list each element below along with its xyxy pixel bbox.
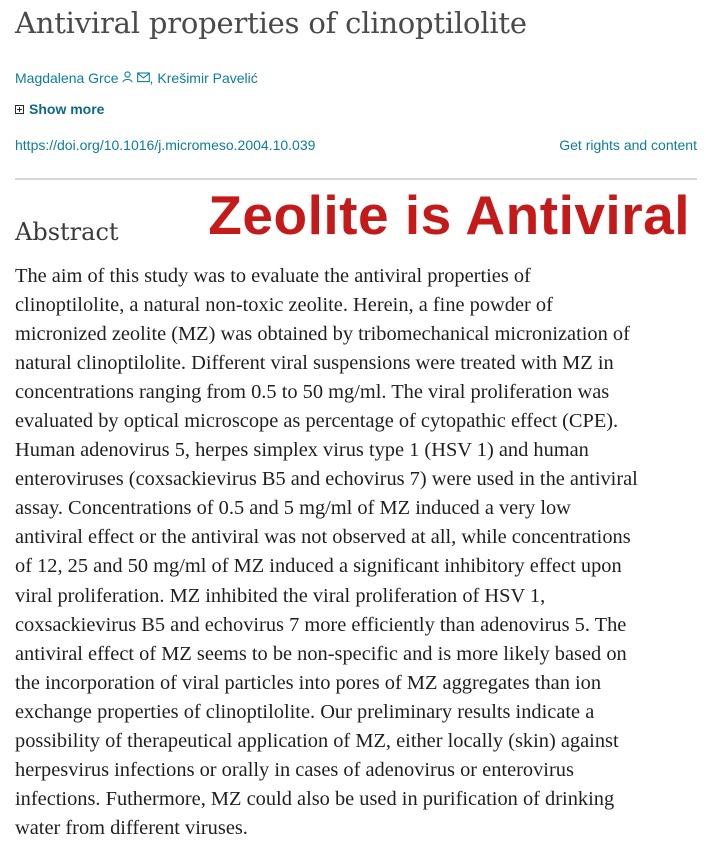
abstract-line: The aim of this study was to evaluate the antiviral properties of xyxy=(15,265,531,287)
expand-plus-icon xyxy=(15,105,24,114)
person-icon[interactable] xyxy=(122,70,133,86)
envelope-icon[interactable] xyxy=(137,70,150,86)
author-list xyxy=(15,70,258,86)
abstract-heading: Abstract xyxy=(15,218,119,246)
author-link-pavelic[interactable]: Krešimir Pavelić xyxy=(157,70,258,86)
abstract-line: exchange properties of clinoptilolite. Our preliminary results indicate a xyxy=(15,700,595,723)
abstract-line: natural clinoptilolite. Different viral suspensions were treated with MZ in xyxy=(15,352,614,375)
abstract-line: the incorporation of viral particles into pores of MZ aggregates than ion xyxy=(15,671,602,694)
section-divider xyxy=(15,178,697,180)
show-more-toggle[interactable] xyxy=(15,101,104,117)
abstract-line: concentrations ranging from 0.5 to 50 mg/ml. The viral proliferation was xyxy=(15,381,610,404)
doi-row xyxy=(15,137,697,153)
author-separator: , xyxy=(149,70,154,86)
abstract-line: clinoptilolite, a natural non-toxic zeolite. Herein, a fine powder of xyxy=(15,294,553,317)
get-rights-link[interactable]: Get rights and content xyxy=(559,137,697,153)
doi-link[interactable]: https://doi.org/10.1016/j.micromeso.2004.10.039 xyxy=(15,137,316,153)
abstract-line: possibility of therapeutical application of MZ, either locally (skin) against xyxy=(15,729,619,752)
abstract-body xyxy=(15,262,705,843)
abstract-line: of 12, 25 and 50 mg/ml of MZ induced a significant inhibitory effect upon xyxy=(15,555,622,578)
abstract-line: evaluated by optical microscope as percentage of cytopathic effect (CPE). xyxy=(15,410,619,433)
show-more-label: Show more xyxy=(29,101,105,117)
abstract-line: micronized zeolite (MZ) was obtained by tribomechanical micronization of xyxy=(15,323,630,346)
author-link-grce[interactable]: Magdalena Grce xyxy=(15,70,119,86)
article-title: Antiviral properties of clinoptilolite xyxy=(15,6,527,40)
abstract-line: assay. Concentrations of 0.5 and 5 mg/ml of MZ induced a very low xyxy=(15,497,571,520)
abstract-line: antiviral effect or the antiviral was not observed at all, while concentrations xyxy=(15,526,631,549)
abstract-line: Human adenovirus 5, herpes simplex virus type 1 (HSV 1) and human xyxy=(15,439,589,462)
abstract-line: viral proliferation. MZ inhibited the viral proliferation of HSV 1, xyxy=(15,584,546,607)
overlay-caption: Zeolite is Antiviral xyxy=(208,184,690,246)
abstract-line: water from different viruses. xyxy=(15,816,248,839)
abstract-line: enteroviruses (coxsackievirus B5 and echovirus 7) were used in the antiviral xyxy=(15,468,638,491)
abstract-line: coxsackievirus B5 and echovirus 7 more efficiently than adenovirus 5. The xyxy=(15,613,627,636)
abstract-line: antiviral effect of MZ seems to be non-specific and is more likely based on xyxy=(15,642,627,665)
abstract-line: infections. Futhermore, MZ could also be used in purification of drinking xyxy=(15,787,615,810)
abstract-line: herpesvirus infections or orally in cases of adenovirus or enterovirus xyxy=(15,758,574,781)
